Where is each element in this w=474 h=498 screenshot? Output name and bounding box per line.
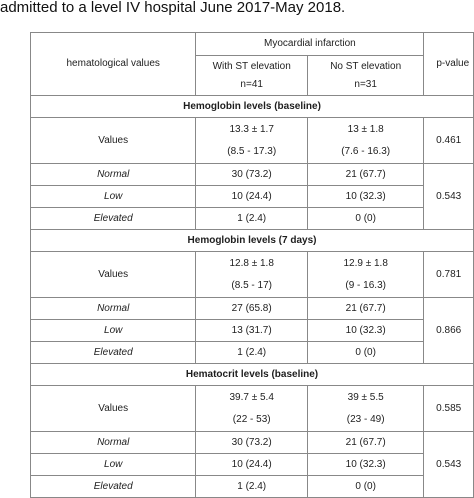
- category-col2-value: 21 (67.7): [307, 432, 423, 454]
- header-col-no-st-elevation: [307, 56, 423, 96]
- results-table-body: [31, 33, 474, 498]
- mean-sd-value: 12.8 ± 1.8: [229, 257, 274, 269]
- range-value: (8.5 - 17): [231, 279, 272, 291]
- category-col2-value: 10 (32.3): [307, 186, 423, 208]
- header-col-st-elevation-label: With ST elevation: [212, 60, 291, 72]
- section-title-row: [31, 96, 474, 118]
- header-col-st-elevation-n: n=41: [240, 78, 263, 90]
- header-pvalue: p-value: [424, 33, 474, 96]
- values-label: Values: [31, 118, 196, 164]
- header-col-st-elevation: [196, 56, 308, 96]
- section-title-row: [31, 230, 474, 252]
- category-p-value: 0.543: [424, 164, 474, 230]
- category-row: [31, 476, 474, 498]
- category-col1-value: 10 (24.4): [196, 186, 308, 208]
- section-title-row: [31, 364, 474, 386]
- mean-sd-value: 39 ± 5.5: [347, 391, 384, 403]
- category-row: [31, 164, 474, 186]
- category-col2-value: 10 (32.3): [307, 320, 423, 342]
- category-col1-value: 30 (73.2): [196, 432, 308, 454]
- header-row-group: [31, 33, 474, 56]
- category-label: Elevated: [31, 342, 196, 364]
- table-caption: admitted to a level IV hospital June 2017-May 2018.: [0, 0, 346, 16]
- range-value: (23 - 49): [346, 413, 385, 425]
- values-stack: [198, 392, 305, 426]
- values-row: [31, 118, 474, 164]
- category-col1-value: 1 (2.4): [196, 476, 308, 498]
- category-row: [31, 298, 474, 320]
- category-col1-value: 1 (2.4): [196, 342, 308, 364]
- category-row: [31, 208, 474, 230]
- category-label: Low: [31, 186, 196, 208]
- category-row: [31, 186, 474, 208]
- range-value: (22 - 53): [232, 413, 271, 425]
- header-group-label: Myocardial infarction: [196, 33, 424, 56]
- values-stack: [310, 124, 421, 158]
- header-col-no-st-elevation-label: No ST elevation: [330, 60, 402, 72]
- header-row-label: hematological values: [31, 33, 196, 96]
- category-col1-value: 10 (24.4): [196, 454, 308, 476]
- category-col2-value: 0 (0): [307, 342, 423, 364]
- category-p-value: 0.866: [424, 298, 474, 364]
- section-title: Hemoglobin levels (baseline): [31, 96, 474, 118]
- values-cell-col1: [196, 386, 308, 432]
- category-col2-value: 21 (67.7): [307, 164, 423, 186]
- header-col-no-st-elevation-n: n=31: [354, 78, 377, 90]
- values-stack: [198, 258, 305, 292]
- category-label: Normal: [31, 164, 196, 186]
- values-cell-col2: [307, 252, 423, 298]
- category-label: Normal: [31, 432, 196, 454]
- mean-sd-value: 12.9 ± 1.8: [343, 257, 388, 269]
- values-p-value: 0.781: [424, 252, 474, 298]
- category-col1-value: 13 (31.7): [196, 320, 308, 342]
- section-title: Hematocrit levels (baseline): [31, 364, 474, 386]
- values-stack: [310, 258, 421, 292]
- values-p-value: 0.585: [424, 386, 474, 432]
- section-title: Hemoglobin levels (7 days): [31, 230, 474, 252]
- category-col2-value: 10 (32.3): [307, 454, 423, 476]
- mean-sd-value: 39.7 ± 5.4: [229, 391, 274, 403]
- category-col2-value: 0 (0): [307, 476, 423, 498]
- range-value: (7.6 - 16.3): [341, 145, 391, 157]
- values-cell-col1: [196, 118, 308, 164]
- values-stack: [198, 124, 305, 158]
- category-label: Normal: [31, 298, 196, 320]
- category-col1-value: 27 (65.8): [196, 298, 308, 320]
- mean-sd-value: 13 ± 1.8: [347, 123, 384, 135]
- category-row: [31, 320, 474, 342]
- category-col1-value: 30 (73.2): [196, 164, 308, 186]
- values-stack: [310, 392, 421, 426]
- values-cell-col1: [196, 252, 308, 298]
- values-row: [31, 386, 474, 432]
- category-row: [31, 454, 474, 476]
- values-p-value: 0.461: [424, 118, 474, 164]
- values-cell-col2: [307, 386, 423, 432]
- category-label: Low: [31, 320, 196, 342]
- results-table-container: [30, 32, 474, 498]
- range-value: (9 - 16.3): [345, 279, 386, 291]
- category-col1-value: 1 (2.4): [196, 208, 308, 230]
- values-label: Values: [31, 386, 196, 432]
- category-row: [31, 342, 474, 364]
- category-col2-value: 0 (0): [307, 208, 423, 230]
- values-label: Values: [31, 252, 196, 298]
- category-row: [31, 432, 474, 454]
- values-cell-col2: [307, 118, 423, 164]
- mean-sd-value: 13.3 ± 1.7: [229, 123, 274, 135]
- category-col2-value: 21 (67.7): [307, 298, 423, 320]
- range-value: (8.5 - 17.3): [227, 145, 277, 157]
- category-label: Low: [31, 454, 196, 476]
- category-label: Elevated: [31, 476, 196, 498]
- category-label: Elevated: [31, 208, 196, 230]
- category-p-value: 0.543: [424, 432, 474, 498]
- results-table: [30, 32, 474, 498]
- values-row: [31, 252, 474, 298]
